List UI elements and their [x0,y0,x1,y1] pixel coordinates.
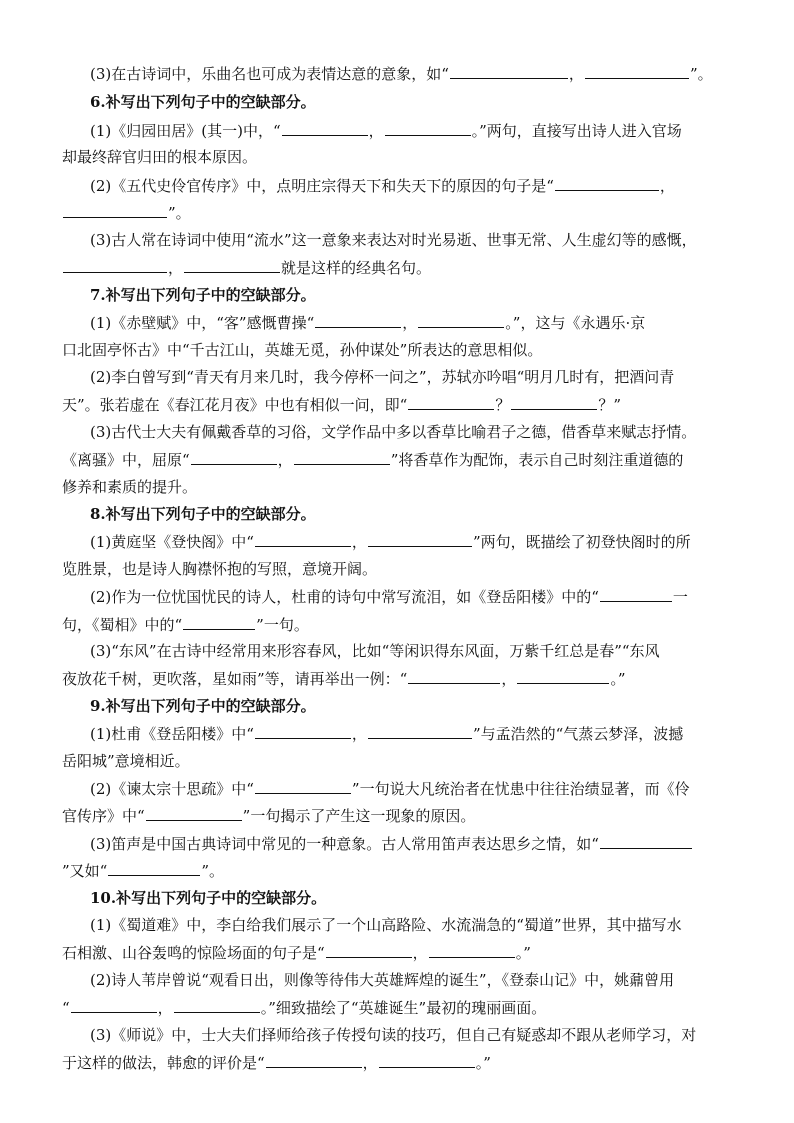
text-segment: 览胜景，也是诗人胸襟怀抱的写照，意境开阔。 [62,560,378,578]
text-segment: 7.补写出下列句子中的空缺部分。 [90,286,316,304]
text-line [62,613,734,636]
text-segment: ”与孟浩然的“气蒸云梦泽，波撼 [472,725,684,743]
text-segment: (2)诗人苇岸曾说“观看日出，则像等待伟大英雄辉煌的诞生”，《登泰山记》中，姚鼐曾用 [90,971,675,989]
fill-in-blank[interactable] [450,62,568,79]
text-segment: 天”。张若虚在《春江花月夜》中也有相似一问，即“ [62,396,408,414]
section-heading [62,695,762,717]
text-segment: ， [277,451,293,469]
text-segment: (3)古人常在诗词中使用“流水”这一意象来表达对时光易逝、世事无常、人生虚幻等的感慨， [90,231,697,249]
text-line [62,201,734,224]
text-line [62,256,734,279]
section-heading [62,503,762,525]
text-line [62,585,762,608]
text-segment: 。” [610,670,626,688]
text-line [62,62,762,85]
text-segment: (1)杜甫《登岳阳楼》中“ [90,725,254,743]
text-segment: ？” [598,396,622,414]
text-segment: ， [168,259,184,277]
text-segment: 于这样的做法，韩愈的评价是“ [62,1054,265,1072]
text-segment: 就是这样的经典名句。 [281,259,432,277]
text-line [62,530,762,553]
text-segment: ， [368,122,384,140]
text-segment: 石相激、山谷轰鸣的惊险场面的句子是“ [62,944,325,962]
text-line [62,777,762,800]
text-segment: 修养和素质的提升。 [62,478,198,496]
text-segment: 。”，这与《永遇乐·京 [505,314,646,332]
text-segment: (1)《赤壁赋》中，“客”感慨曹操“ [90,314,315,332]
text-line [62,996,734,1019]
text-segment: ， [351,533,367,551]
text-segment: ”。 [201,862,225,880]
text-segment: (1)《蜀道难》中，李白给我们展示了一个山高路险、水流湍急的“蜀道”世界，其中描写水 [90,916,682,934]
text-segment: ”又如“ [62,862,108,880]
text-segment: (2)作为一位忧国忧民的诗人，杜甫的诗句中常写流泪，如《登岳阳楼》中的“ [90,588,599,606]
text-segment: (2)《谏太宗十思疏》中“ [90,780,254,798]
fill-in-blank[interactable] [174,996,260,1013]
text-segment: 。”两句，直接写出诗人进入官场 [471,122,682,140]
fill-in-blank[interactable] [600,832,692,849]
text-segment: ， [659,177,675,195]
fill-in-blank[interactable] [108,859,200,876]
fill-in-blank[interactable] [255,722,351,739]
text-segment: ”将香草作为配饰，表示自己时刻注重道德的 [390,451,684,469]
fill-in-blank[interactable] [368,530,472,547]
text-line [62,448,734,471]
text-segment: (3)《师说》中，士大夫们择师给孩子传授句读的技巧，但自己有疑惑却不跟从老师学习，对 [90,1026,697,1044]
fill-in-blank[interactable] [282,119,368,136]
fill-in-blank[interactable] [429,941,515,958]
text-segment: (3)古代士大夫有佩戴香草的习俗，文学作品中多以香草比喻君子之德，借香草来赋志抒情。 [90,423,697,441]
text-segment: ， [402,314,418,332]
text-line [62,366,762,388]
text-segment: 9.补写出下列句子中的空缺部分。 [90,697,316,715]
text-line [62,476,734,498]
fill-in-blank[interactable] [585,62,689,79]
text-line [62,393,734,416]
text-segment: 。” [475,1054,491,1072]
text-line [62,640,762,662]
text-segment: 6.补写出下列句子中的空缺部分。 [90,93,316,111]
fill-in-blank[interactable] [555,174,659,191]
text-segment: ， [568,65,584,83]
text-segment: (3)在古诗词中，乐曲名也可成为表情达意的意象，如“ [90,65,449,83]
text-line [62,229,762,251]
text-segment: 官传序》中“ [62,807,145,825]
fill-in-blank[interactable] [408,667,500,684]
text-segment: ”两句，既描绘了初登快阁时的所 [472,533,691,551]
section-heading [62,284,762,306]
text-segment: ， [362,1054,378,1072]
fill-in-blank[interactable] [418,311,504,328]
fill-in-blank[interactable] [326,941,412,958]
text-segment: 。” [515,944,531,962]
fill-in-blank[interactable] [368,722,472,739]
text-line [62,969,762,991]
section-heading [62,91,762,113]
text-line [62,421,762,443]
text-segment: (2)李白曾写到“青天有月来几时，我今停杯一问之”，苏轼亦吟唱“明月几时有，把酒问青 [90,368,675,386]
text-line [62,859,734,882]
text-segment: “ [62,999,70,1017]
fill-in-blank[interactable] [63,201,167,218]
text-segment: ， [157,999,173,1017]
fill-in-blank[interactable] [315,311,401,328]
text-line [62,941,734,964]
text-segment: 口北固亭怀古》中“千古江山，英雄无觅，孙仲谋处”所表达的意思相似。 [62,341,543,359]
fill-in-blank[interactable] [255,777,351,794]
text-line [62,722,762,745]
text-line [62,174,762,197]
fill-in-blank[interactable] [511,393,597,410]
text-segment: 一 [672,588,688,606]
text-segment: ， [412,944,428,962]
text-line [62,339,734,361]
fill-in-blank[interactable] [385,119,471,136]
fill-in-blank[interactable] [146,804,242,821]
text-segment: ， [351,725,367,743]
fill-in-blank[interactable] [191,448,277,465]
text-segment: 却最终辞官归田的根本原因。 [62,148,258,166]
text-line [62,832,762,855]
text-segment: 岳阳城”意境相近。 [62,752,190,770]
fill-in-blank[interactable] [183,613,255,630]
fill-in-blank[interactable] [255,530,351,547]
text-segment: (3)“东风”在古诗中经常用来形容春风，比如“等闲识得东风面，万紫千红总是春”“东风 [90,642,660,660]
text-segment: (1)黄庭坚《登快阁》中“ [90,533,254,551]
fill-in-blank[interactable] [517,667,609,684]
section-heading [62,887,762,909]
fill-in-blank[interactable] [71,996,157,1013]
fill-in-blank[interactable] [379,1051,475,1068]
text-line [62,667,734,690]
fill-in-blank[interactable] [184,256,280,273]
text-segment: ”一句说大凡统治者在忧患中往往治绩显著，而《伶 [351,780,690,798]
text-line [62,558,734,580]
text-segment: 。”细致描绘了“英雄诞生”最初的瑰丽画面。 [260,999,547,1017]
text-segment: (2)《五代史伶官传序》中，点明庄宗得天下和失天下的原因的句子是“ [90,177,554,195]
text-line [62,119,762,142]
text-segment: 夜放花千树，更吹落，星如雨”等，请再举出一例：“ [62,670,408,688]
text-segment: ？ [495,396,511,414]
text-line [62,914,762,936]
fill-in-blank[interactable] [266,1051,362,1068]
fill-in-blank[interactable] [600,585,672,602]
text-line [62,1051,734,1074]
text-line [62,750,734,772]
text-segment: 句，《蜀相》中的“ [62,616,183,634]
text-segment: ”。 [689,65,713,83]
text-segment: 10.补写出下列句子中的空缺部分。 [90,889,327,907]
text-segment: 《离骚》中，屈原“ [62,451,190,469]
text-segment: ”。 [168,204,191,222]
text-segment: (1)《归园田居》(其一)中，“ [90,122,281,140]
text-segment: ”一句。 [256,616,309,634]
fill-in-blank[interactable] [294,448,390,465]
text-segment: ， [501,670,517,688]
fill-in-blank[interactable] [408,393,494,410]
text-segment: ”一句揭示了产生这一现象的原因。 [242,807,476,825]
text-line [62,1024,762,1046]
text-segment: (3)笛声是中国古典诗词中常见的一种意象。古人常用笛声表达思乡之情，如“ [90,835,599,853]
fill-in-blank[interactable] [63,256,167,273]
text-line [62,804,734,827]
text-line [62,311,762,334]
text-line [62,146,734,168]
text-segment: 8.补写出下列句子中的空缺部分。 [90,505,316,523]
